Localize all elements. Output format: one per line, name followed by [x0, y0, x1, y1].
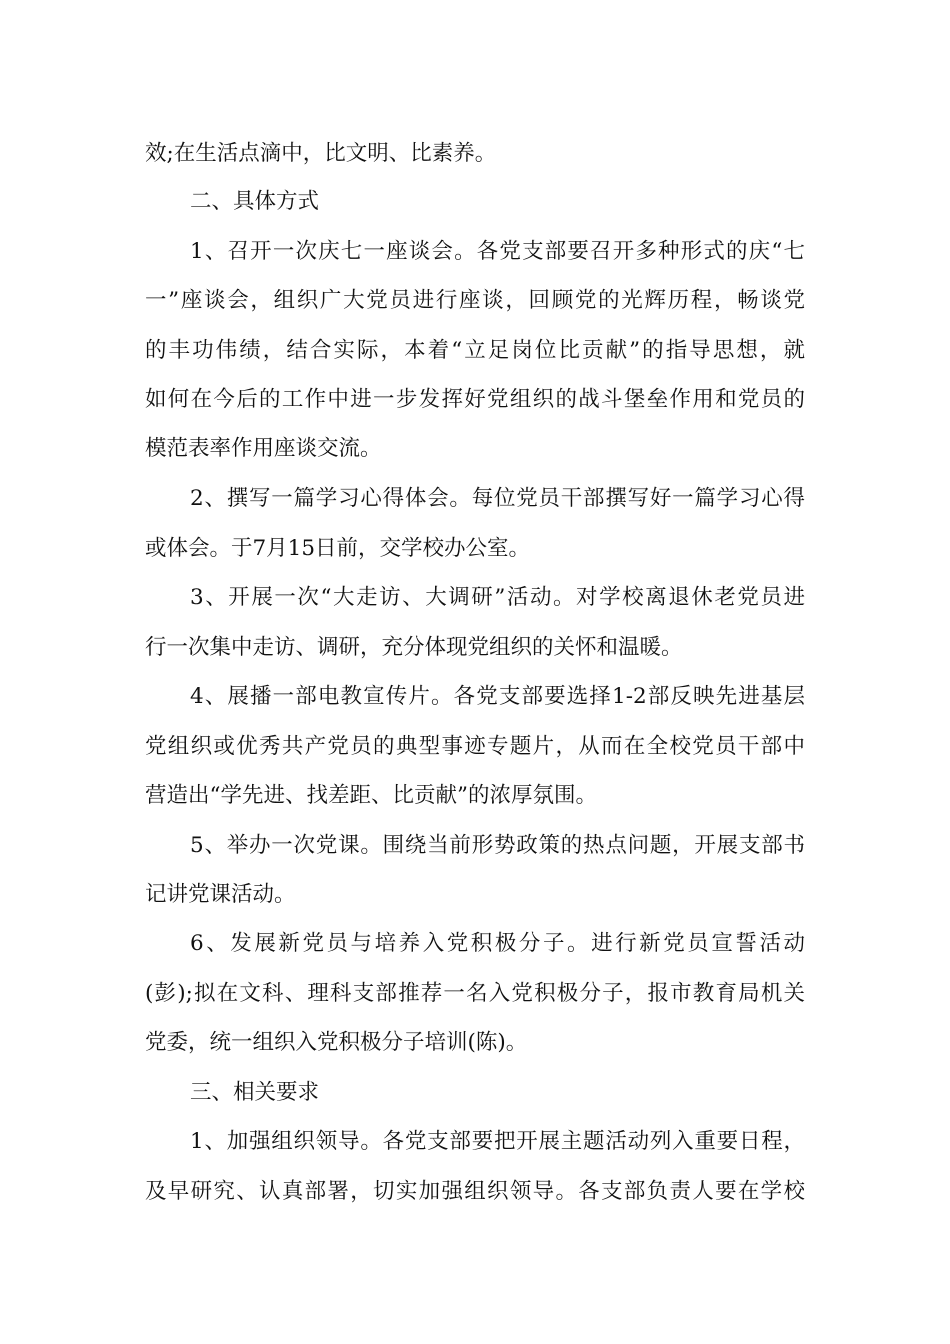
text-line-18: (彭);拟在文科、理科支部推荐一名入党积极分子，报市教育局机关: [145, 981, 805, 1006]
text-line-13: 党组织或优秀共产党员的典型事迹专题片，从而在全校党员干部中: [145, 734, 805, 759]
text-line-8: 2、撰写一篇学习心得体会。每位党员干部撰写好一篇学习心得: [190, 486, 805, 511]
text-line-17: 6、发展新党员与培养入党积极分子。进行新党员宣誓活动: [190, 931, 805, 956]
section-heading-3: 三、相关要求: [190, 1080, 320, 1105]
text-line-12: 4、展播一部电教宣传片。各党支部要选择1-2部反映先进基层: [190, 684, 805, 709]
text-line-22: 及早研究、认真部署，切实加强组织领导。各支部负责人要在学校: [145, 1179, 805, 1204]
section-heading-2: 二、具体方式: [190, 189, 320, 214]
text-line-15: 5、举办一次党课。围绕当前形势政策的热点问题，开展支部书: [190, 833, 805, 858]
text-line-3: 1、召开一次庆七一座谈会。各党支部要召开多种形式的庆“七: [190, 239, 805, 264]
text-line-10: 3、开展一次“大走访、大调研”活动。对学校离退休老党员进: [190, 585, 805, 610]
text-line-7: 模范表率作用座谈交流。: [145, 436, 382, 461]
text-line-21: 1、加强组织领导。各党支部要把开展主题活动列入重要日程，: [190, 1129, 805, 1154]
text-line-19: 党委，统一组织入党积极分子培训(陈)。: [145, 1030, 528, 1055]
text-line-9: 或体会。于7月15日前，交学校办公室。: [145, 536, 531, 561]
text-line-1: 效;在生活点滴中，比文明、比素养。: [145, 141, 497, 166]
text-line-11: 行一次集中走访、调研，充分体现党组织的关怀和温暖。: [145, 635, 683, 660]
text-line-14: 营造出“学先进、找差距、比贡献”的浓厚氛围。: [145, 783, 597, 808]
text-line-4: 一”座谈会，组织广大党员进行座谈，回顾党的光辉历程，畅谈党: [145, 288, 805, 313]
text-line-5: 的丰功伟绩，结合实际，本着“立足岗位比贡献”的指导思想，就: [145, 338, 805, 363]
text-line-16: 记讲党课活动。: [145, 882, 296, 907]
text-line-6: 如何在今后的工作中进一步发挥好党组织的战斗堡垒作用和党员的: [145, 387, 805, 412]
